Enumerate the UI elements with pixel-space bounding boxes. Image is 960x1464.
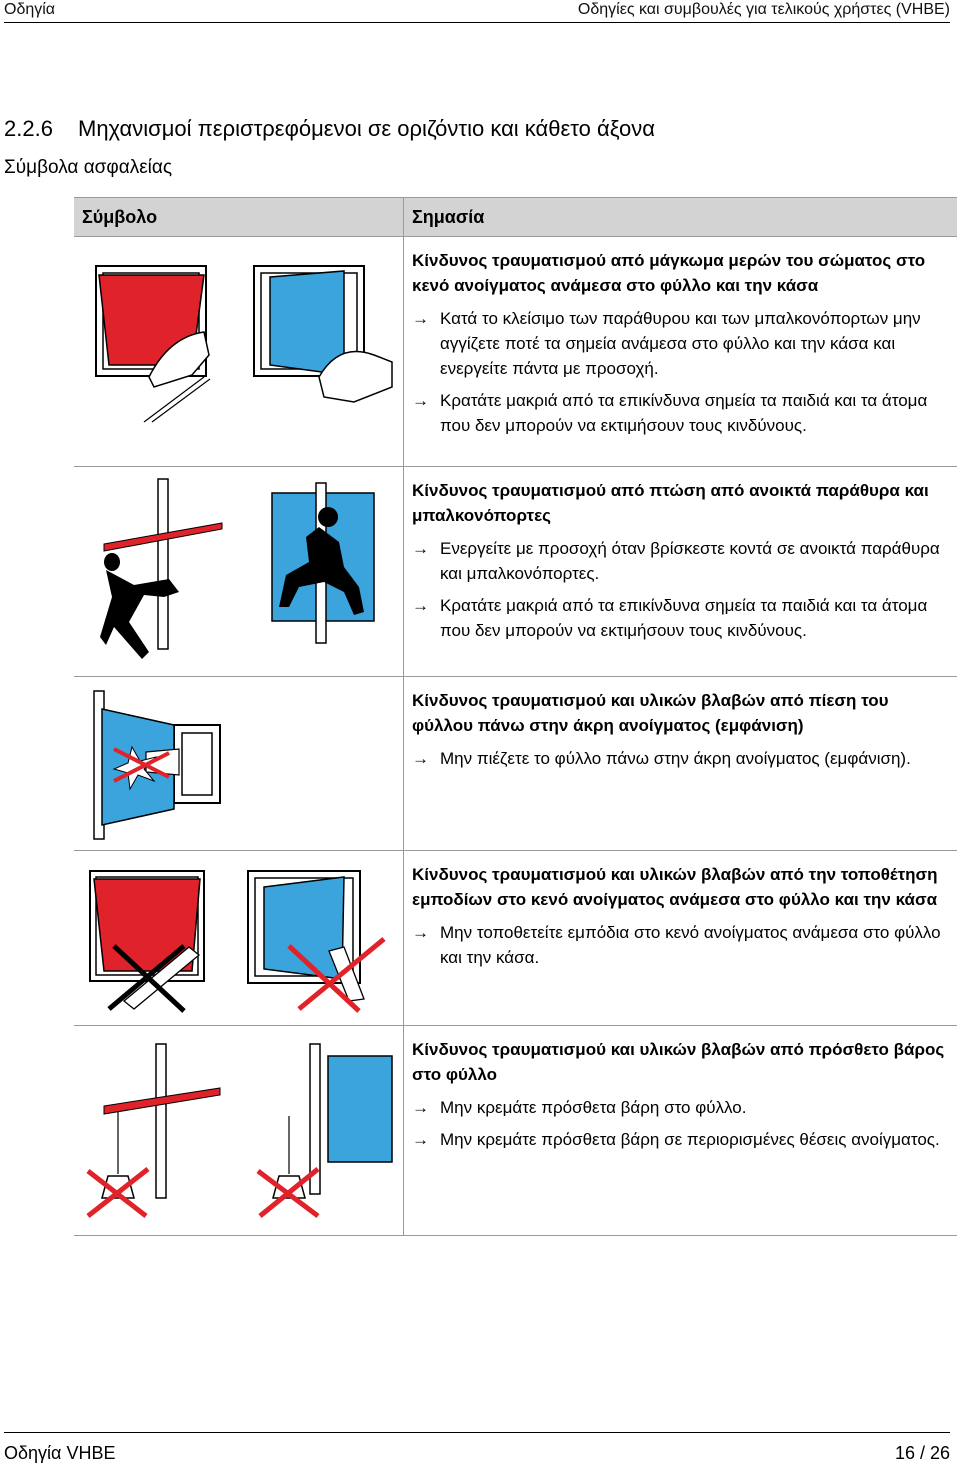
arrow-icon: → [412, 596, 429, 615]
meaning-cell [404, 851, 958, 1026]
meaning-cell [404, 467, 958, 677]
header-left: Οδηγία [4, 1, 56, 18]
action-text: Κρατάτε μακριά από τα επικίνδυνα σημεία τα παιδιά και τα άτομα που δεν μπορούν να εκτιμήσουν τους κινδύνους. [440, 391, 928, 435]
arrow-icon: → [412, 391, 429, 410]
page-number: 16 / 26 [894, 1443, 950, 1463]
arrow-icon: → [412, 923, 429, 942]
arrow-icon: → [412, 309, 429, 328]
arrow-icon: → [412, 1098, 429, 1117]
action-item [412, 306, 949, 381]
arrow-icon: → [412, 539, 429, 558]
action-text: Μην τοποθετείτε εμπόδια στο κενό ανοίγματος ανάμεσα στο φύλλο και την κάσα. [440, 923, 941, 967]
symbol-cell [74, 677, 404, 851]
page-footer [4, 1432, 950, 1464]
section-title: Μηχανισμοί περιστρεφόμενοι σε οριζόντιο και κάθετο άξονα [78, 116, 655, 141]
action-item [412, 1127, 949, 1152]
action-text: Μην κρεμάτε πρόσθετα βάρη στο φύλλο. [440, 1098, 747, 1117]
risk-text: Κίνδυνος τραυματισμού και υλικών βλαβών από πρόσθετο βάρος στο φύλλο [412, 1040, 945, 1084]
action-text: Μην πιέζετε το φύλλο πάνω στην άκρη ανοίγματος (εμφάνιση). [440, 749, 911, 768]
obstacle-hazard-icon [74, 851, 404, 1026]
column-header-symbol: Σύμβολο [74, 198, 404, 237]
action-item [412, 920, 949, 970]
symbol-cell [74, 237, 404, 467]
action-item [412, 746, 949, 771]
section-subtitle: Σύμβολα ασφαλείας [4, 157, 173, 178]
risk-text: Κίνδυνος τραυματισμού από πτώση από ανοικτά παράθυρα και μπαλκονόπορτες [412, 481, 929, 525]
pinch-hazard-icon [74, 237, 404, 467]
action-item [412, 388, 949, 438]
header-right: Οδηγίες και συμβουλές για τελικούς χρήστες (VHBE) [577, 1, 950, 18]
action-text: Μην κρεμάτε πρόσθετα βάρη σε περιορισμένες θέσεις ανοίγματος. [440, 1130, 940, 1149]
action-item [412, 593, 949, 643]
meaning-cell [404, 1026, 958, 1236]
symbol-cell [74, 851, 404, 1026]
table-row [74, 467, 957, 677]
table-row [74, 237, 957, 467]
arrow-icon: → [412, 1130, 429, 1149]
column-header-meaning: Σημασία [404, 198, 958, 237]
risk-text: Κίνδυνος τραυματισμού από μάγκωμα μερών του σώματος στο κενό ανοίγματος ανάμεσα στο φύλλο και την κάσα [412, 251, 926, 295]
action-text: Κατά το κλείσιμο των παράθυρου και των μπαλκονόπορτων μην αγγίζετε ποτέ τα σημεία ανάμεσα στο φύλλο και την κάσα και ενεργείτε πάντα με προσοχή. [440, 309, 921, 378]
table-row [74, 851, 957, 1026]
action-text: Κρατάτε μακριά από τα επικίνδυνα σημεία τα παιδιά και τα άτομα που δεν μπορούν να εκτιμήσουν τους κινδύνους. [440, 596, 928, 640]
table-row [74, 1026, 957, 1236]
section-number: 2.2.6 [4, 116, 53, 141]
meaning-cell [404, 237, 958, 467]
risk-text: Κίνδυνος τραυματισμού και υλικών βλαβών από την τοποθέτηση εμποδίων στο κενό ανοίγματος ανάμεσα στο φύλλο και την κάσα [412, 865, 938, 909]
section-heading [4, 116, 655, 142]
fall-hazard-icon [74, 467, 404, 677]
extra-weight-hazard-icon [74, 1026, 404, 1236]
symbol-cell [74, 467, 404, 677]
action-text: Ενεργείτε με προσοχή όταν βρίσκεστε κοντά σε ανοικτά παράθυρα και μπαλκονόπορτες. [440, 539, 940, 583]
table-row [74, 677, 957, 851]
sash-pressure-icon [74, 677, 404, 851]
action-item [412, 1095, 949, 1120]
safety-symbols-table [74, 197, 957, 1236]
action-item [412, 536, 949, 586]
arrow-icon: → [412, 749, 429, 768]
meaning-cell [404, 677, 958, 851]
symbol-cell [74, 1026, 404, 1236]
risk-text: Κίνδυνος τραυματισμού και υλικών βλαβών από πίεση του φύλλου πάνω στην άκρη ανοίγματος (εμφάνιση) [412, 691, 889, 735]
table-header-row [74, 198, 957, 237]
page-header [4, 0, 950, 23]
footer-left: Οδηγία VHBE [4, 1443, 116, 1463]
